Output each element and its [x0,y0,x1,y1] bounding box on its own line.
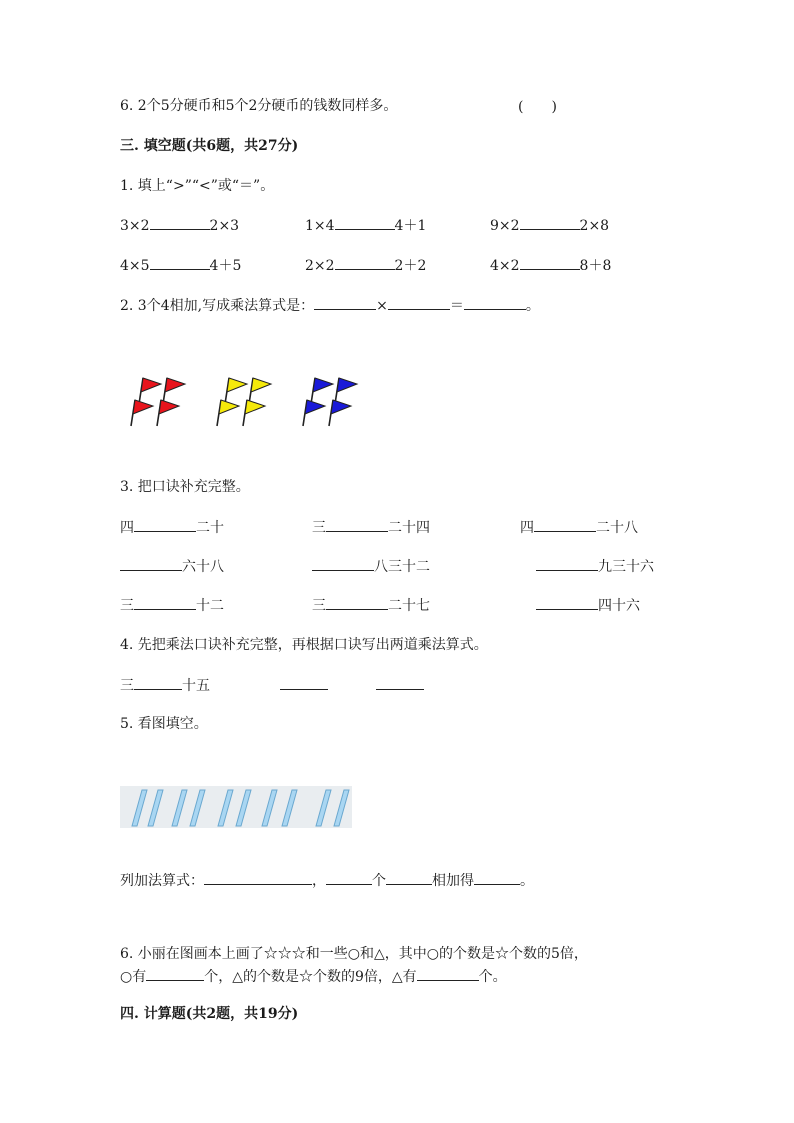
rhyme-item: 三 二十四 [312,517,430,538]
compare-item: 9×2 2×8 [490,215,609,236]
rhyme-item: 九三十六 [536,556,654,577]
rhyme-item: 三 十二 [120,595,224,616]
compare-item: 3×2 2×3 [120,215,239,236]
question-6-line-1: 6. 小丽在图画本上画了☆☆☆和一些○和△，其中○的个数是☆个数的5倍， [120,946,588,962]
question-2: 2. 3个4相加,写成乘法算式是： × ＝ 。 [120,295,540,316]
sticks-picture [120,786,352,828]
answer-blank[interactable] [388,295,450,310]
answer-blank[interactable] [536,595,598,610]
rhyme-item: 三 二十七 [312,595,430,616]
yellow-flag-group [217,378,271,426]
compare-item: 4×5 4＋5 [120,255,241,276]
answer-blank[interactable] [120,556,182,571]
compare-item: 1×4 4＋1 [305,215,426,236]
blue-flag [303,400,325,426]
answer-blank[interactable] [312,556,374,571]
blue-flag [329,400,351,426]
blue-flag-group [303,378,357,426]
answer-blank[interactable] [536,556,598,571]
rhyme-item: 三 十五 [120,675,210,696]
answer-blank[interactable] [464,295,526,310]
answer-blank[interactable] [534,517,596,532]
yellow-flag [225,378,247,404]
rhyme-item: 六十八 [120,556,224,577]
equation-blank[interactable] [204,870,312,885]
flags-picture [125,372,375,442]
answer-blank[interactable] [326,517,388,532]
answer-blank[interactable] [150,215,210,230]
equation-blank[interactable] [376,675,424,690]
answer-blank[interactable] [150,255,210,270]
answer-blank[interactable] [520,255,580,270]
question-3-prompt: 3. 把口诀补充完整。 [120,479,250,495]
answer-parentheses[interactable]: ( ) [518,99,557,115]
red-flag [157,400,179,426]
question-6-line-2: ○有 个，△的个数是☆个数的9倍，△有 个。 [120,966,507,987]
answer-blank[interactable] [520,215,580,230]
blue-flag [335,378,357,404]
answer-blank[interactable] [314,295,376,310]
answer-blank[interactable] [386,870,432,885]
compare-item: 4×2 8＋8 [490,255,611,276]
red-flag [163,378,185,404]
red-flag-group [131,378,185,426]
answer-blank[interactable] [326,595,388,610]
section-title: 四. 计算题(共2题，共19分) [120,1006,299,1022]
question-4-prompt: 4. 先把乘法口诀补充完整，再根据口诀写出两道乘法算式。 [120,637,488,653]
yellow-flag [217,400,239,426]
question-1-prompt: 1. 填上“>”“<”或“＝”。 [120,178,275,194]
red-flag [131,400,153,426]
question-text: 6. 2个5分硬币和5个2分硬币的钱数同样多。 [120,98,398,114]
answer-blank[interactable] [326,870,372,885]
answer-blank[interactable] [474,870,520,885]
red-flag [139,378,161,404]
question-2-prompt: 2. 3个4相加,写成乘法算式是： [120,298,315,314]
rhyme-item: 八三十二 [312,556,430,577]
compare-item: 2×2 2＋2 [305,255,426,276]
yellow-flag [243,400,265,426]
answer-blank[interactable] [417,966,479,981]
answer-blank[interactable] [146,966,204,981]
rhyme-item: 四 二十 [120,517,224,538]
answer-blank[interactable] [335,215,395,230]
rhyme-item: 四十六 [536,595,640,616]
answer-blank[interactable] [134,595,196,610]
answer-blank[interactable] [134,675,182,690]
question-5-prompt: 5. 看图填空。 [120,716,208,732]
question-5-answer-line: 列加法算式： ， 个 相加得 。 [120,870,534,891]
yellow-flag [249,378,271,404]
judgement-question-6 [120,96,397,116]
blue-flag [311,378,333,404]
answer-blank[interactable] [335,255,395,270]
equation-blank[interactable] [280,675,328,690]
rhyme-item: 四 二十八 [520,517,638,538]
section-title: 三. 填空题(共6题，共27分) [120,138,299,154]
answer-blank[interactable] [134,517,196,532]
